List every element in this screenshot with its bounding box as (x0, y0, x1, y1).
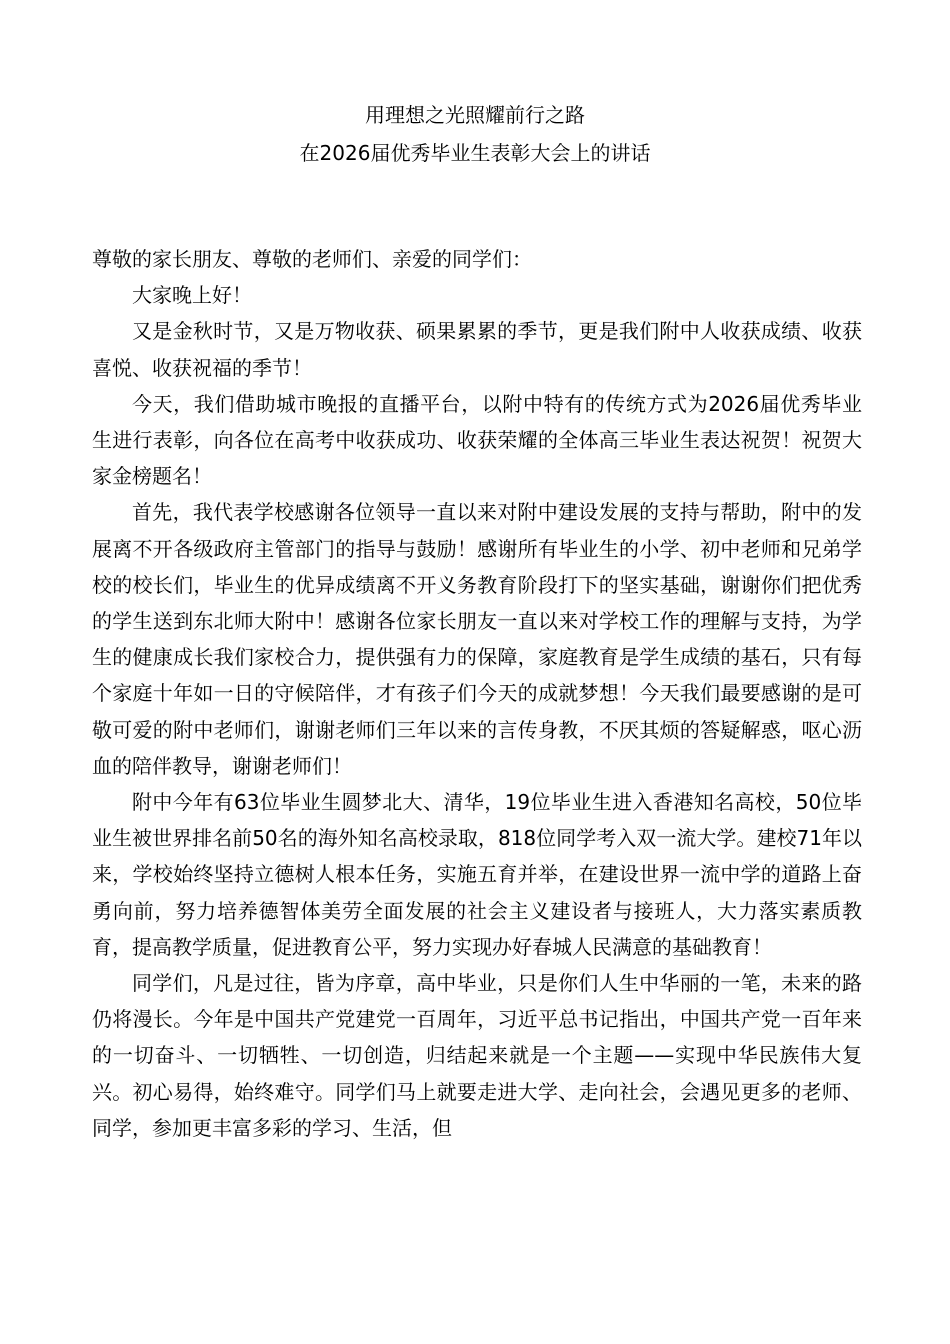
document-subtitle: 在2026届优秀毕业生表彰大会上的讲话 (299, 141, 651, 165)
paragraph-greeting: 大家晚上好！ (132, 283, 252, 308)
paragraph-thanks: 首先，我代表学校感谢各位领导一直以来对附中建设发展的支持与帮助，附中的发展离不开各级政府主管部门的指导与鼓励！感谢所有毕业生的小学、初中老师和兄弟学校的校长们，毕业生的优异成绩离不开义务教育阶段打下的坚实基础，谢谢你们把优秀的学生送到东北师大附中！感谢各位家长朋友一直以来对学校工作的理解与支持，为学生的健康成长我们家校合力，提供强有力的保障，家庭教育是学生成绩的基石，只有每个家庭十年如一日的守候陪伴，才有孩子们今天的成就梦想！今天我们最要感谢的是可敬可爱的附中老师们，谢谢老师们三年以来的言传身教，不厌其烦的答疑解惑，呕心沥血的陪伴教导，谢谢老师们！ (92, 500, 862, 778)
paragraph-achievements: 附中今年有63位毕业生圆梦北大、清华，19位毕业生进入香港知名高校，50位毕业生被世界排名前50名的海外知名高校录取，818位同学考入双一流大学。建校71年以来，学校始终坚持立德树人根本任务，实施五育并举，在建设世界一流中学的道路上奋勇向前，努力培养德智体美劳全面发展的社会主义建设者与接班人，大力落实素质教育，提高教学质量，促进教育公平，努力实现办好春城人民满意的基础教育！ (92, 790, 862, 959)
salutation: 尊敬的家长朋友、尊敬的老师们、亲爱的同学们： (92, 247, 532, 271)
document-title: 用理想之光照耀前行之路 (365, 103, 585, 127)
paragraph-season: 又是金秋时节，又是万物收获、硕果累累的季节，更是我们附中人收获成绩、收获喜悦、收获祝福的季节！ (92, 319, 862, 380)
speech-body (92, 241, 862, 1146)
title-block (0, 96, 950, 172)
paragraph-future: 同学们，凡是过往，皆为序章，高中毕业，只是你们人生中华丽的一笔，未来的路仍将漫长。今年是中国共产党建党一百周年，习近平总书记指出，中国共产党一百年来的一切奋斗、一切牺牲、一切创造，归结起来就是一个主题——实现中华民族伟大复兴。初心易得，始终难守。同学们马上就要走进大学、走向社会，会遇见更多的老师、同学，参加更丰富多彩的学习、生活，但 (92, 971, 862, 1140)
paragraph-congratulations: 今天，我们借助城市晚报的直播平台，以附中特有的传统方式为2026届优秀毕业生进行表彰，向各位在高考中收获成功、收获荣耀的全体高三毕业生表达祝贺！祝贺大家金榜题名！ (92, 391, 862, 489)
